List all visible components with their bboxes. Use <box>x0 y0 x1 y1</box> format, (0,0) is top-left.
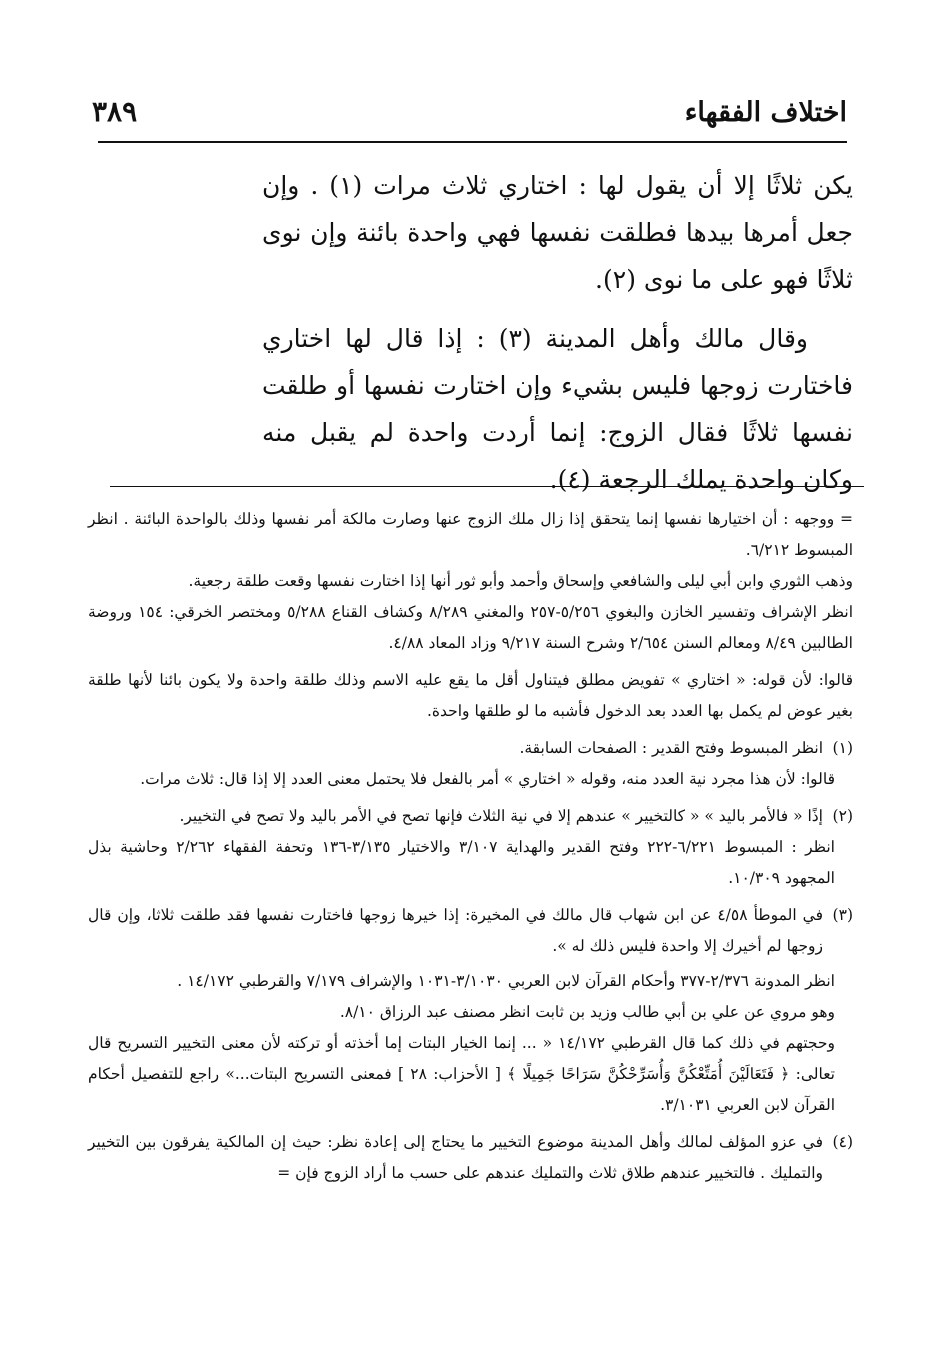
footnote-4 <box>88 1127 853 1189</box>
footnote-continuation-line: انظر الإشراف وتفسير الخازن والبغوي ٥/٢٥٦-٢٥٧ والمغني ٨/٢٨٩ وكشاف القناع ٥/٢٨٨ ومختصر الخرقي: ١٥٤ وروضة الطالبين ٨/٤٩ ومعالم السنن ٢/٦٥٤ وشرح السنة ٩/٢١٧ وزاد المعاد ٤/٨٨. <box>88 603 854 652</box>
footnote-text: انظر المبسوط وفتح القدير : الصفحات السابقة. <box>519 739 823 757</box>
main-paragraph: يكن ثلاثًا إلا أن يقول لها : اختاري ثلاث مرات (١) . وإن جعل أمرها بيدها فطلقت نفسها فهي واحدة بائنة وإن نوى ثلاثًا فهو على ما نوى (٢). <box>262 171 853 294</box>
footnote-number: (٢) <box>832 807 853 825</box>
footnote-continuation-line: وذهب الثوري وابن أبي ليلى والشافعي وإسحاق وأحمد وأبو ثور أنها إذا اختارت نفسها وقعت طلقة رجعية. <box>188 572 853 590</box>
footnote-text: وحجتهم في ذلك كما قال القرطبي ١٤/١٧٢ « ... إنما الخيار البتات إما أخذته أو تركته لأن معنى التخيير التسريح قال تعالى: ﴿ فَتَعَالَيْنَ أُمَتِّعْكُنَّ وَأُسَرِّحْكُنَّ سَرَاحًا جَمِيلًا ﴾ [ الأحزاب: ٢٨ ] فمعنى التسريح البتات...» راجع للتفصيل أحكام القرآن لابن العربي ٣/١٠٣١. <box>88 1034 835 1114</box>
footnote-separator <box>110 486 864 487</box>
main-paragraph: وقال مالك وأهل المدينة (٣) : إذا قال لها اختاري فاختارت زوجها فليس بشيء وإن اختارت نفسها أو طلقت نفسها ثلاثًا فقال الزوج: إنما أردت واحدة لم يقبل منه وكان واحدة يملك الرجعة (٤). <box>262 324 853 494</box>
header-rule <box>98 141 847 143</box>
footnote-continuation-line: = ووجهه : أن اختيارها نفسها إنما يتحقق إذا زال ملك الزوج عنها وصارت مالكة أمر نفسها وذلك بالواحدة البائنة . انظر المبسوط ٦/٢١٢. <box>88 510 853 559</box>
footnote-text: في عزو المؤلف لمالك وأهل المدينة موضوع التخيير ما يحتاج إلى إعادة نظر: حيث إن المالكية يفرقون بين التخيير والتمليك . فالتخيير عندهم طلاق ثلاث والتمليك عندهم على حسب ما أراد الزوج فإن = <box>88 1133 823 1182</box>
footnote-text: قالوا: لأن هذا مجرد نية العدد منه، وقوله « اختاري » أمر بالفعل فلا يحتمل معنى العدد إلا إذا قال: ثلاث مرات. <box>140 770 835 788</box>
footnotes <box>88 504 853 1189</box>
footnote-3 <box>88 900 853 962</box>
footnote-text: إذًا « فالأمر باليد » « كالتخيير » عندهم إلا في نية الثلاث فإنها تصح في الأمر باليد ولا تصح في التخيير. <box>179 807 823 825</box>
page-header <box>92 88 847 128</box>
footnote-text: وهو مروي عن علي بن أبي طالب وزيد بن ثابت انظر مصنف عبد الرزاق ٨/١٠. <box>339 1003 835 1021</box>
footnote-1 <box>88 733 853 764</box>
footnote-number: (٣) <box>832 906 853 924</box>
footnote-continuation-line: قالوا: لأن قوله: « اختاري » تفويض مطلق فيتناول أقل ما يقع عليه الاسم وذلك طلقة واحدة ولا يكون بائنا لأنها طلقة بغير عوض لم يكمل بها العدد بعد الدخول فأشبه ما لو طلقها واحدة. <box>88 671 853 720</box>
main-text <box>262 162 853 503</box>
footnote-number: (١) <box>832 739 853 757</box>
footnote-number: (٤) <box>832 1133 853 1151</box>
footnote-text: انظر : المبسوط ٦/٢٢١-٢٢٢ وفتح القدير والهداية ٣/١٠٧ والاختيار ٣/١٣٥-١٣٦ وتحفة الفقهاء ٢/٢٦٢ وحاشية بذل المجهود ١٠/٣٠٩. <box>88 838 835 887</box>
running-title: اختلاف الفقهاء <box>684 97 847 128</box>
footnote-text: انظر المدونة ٢/٣٧٦-٣٧٧ وأحكام القرآن لابن العربي ٣/١٠٣٠-١٠٣١ والإشراف ٧/١٧٩ والقرطبي ١٤/١٧٢ . <box>177 972 835 990</box>
footnote-2 <box>88 801 853 832</box>
page-number: ٣٨٩ <box>92 95 138 128</box>
footnote-text: في الموطأ ٤/٥٨ عن ابن شهاب قال مالك في المخيرة: إذا خيرها زوجها فاختارت نفسها فقد طلقت ثلاثا، وإن قال زوجها لم أخيرك إلا واحدة فليس ذلك له ». <box>88 906 823 955</box>
